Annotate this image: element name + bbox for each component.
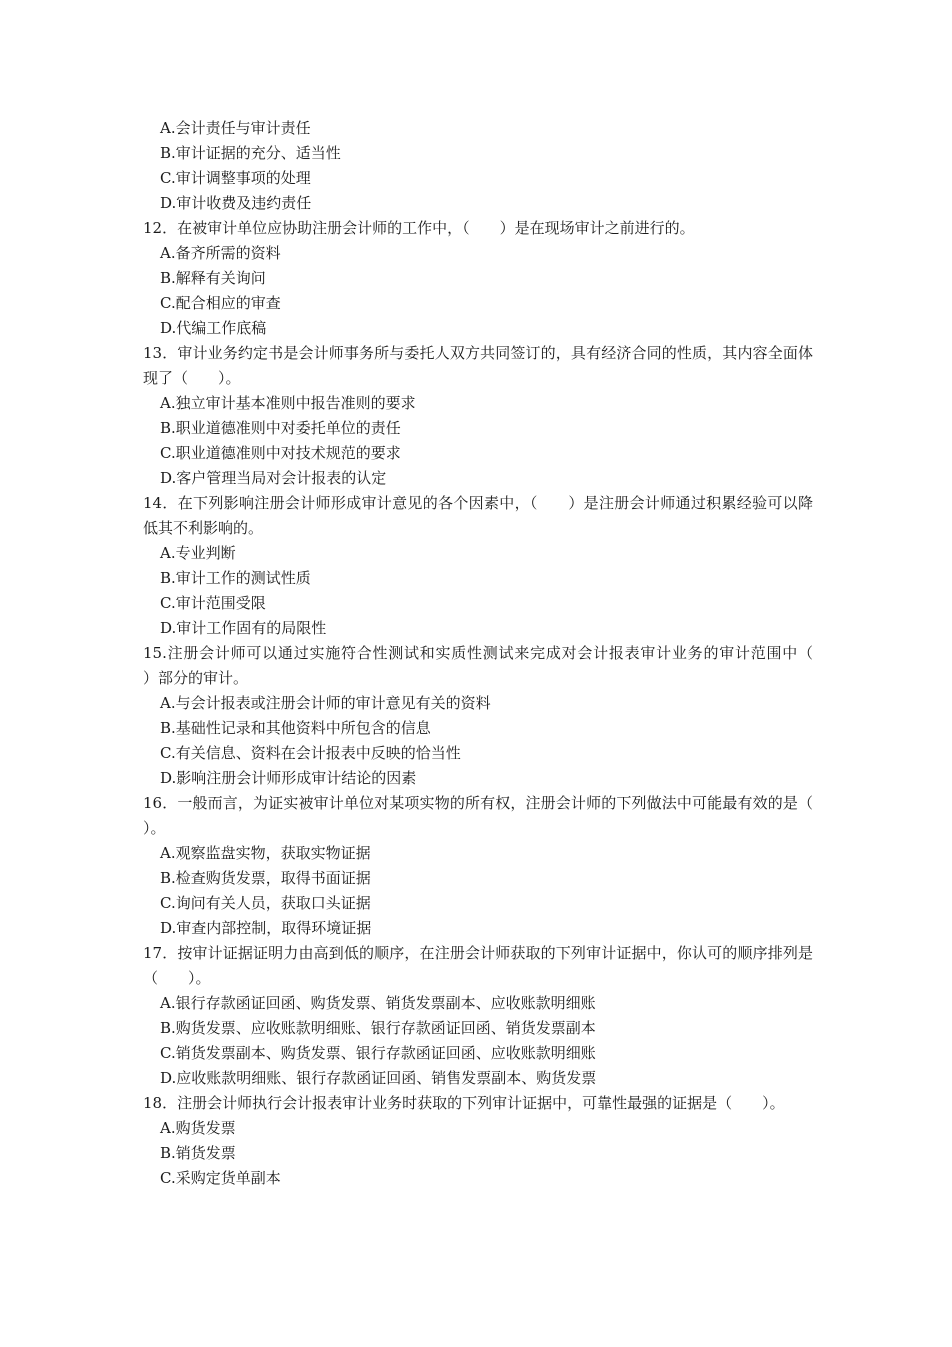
answer-option: B.审计工作的测试性质 <box>160 569 311 587</box>
question-text: 12．在被审计单位应协助注册会计师的工作中，（ ）是在现场审计之前进行的。 <box>143 219 695 237</box>
question-text: 14．在下列影响注册会计师形成审计意见的各个因素中，（ ）是注册会计师通过积累经验可以降低其不利影响的。 <box>143 494 813 537</box>
answer-option: B.检查购货发票，取得书面证据 <box>160 869 371 887</box>
answer-option: C.有关信息、资料在会计报表中反映的恰当性 <box>160 744 461 762</box>
answer-option: C.销货发票副本、购货发票、银行存款函证回函、应收账款明细账 <box>160 1044 596 1062</box>
answer-option: B.解释有关询问 <box>160 269 266 287</box>
answer-option: C.审计调整事项的处理 <box>160 169 311 187</box>
answer-option: B.审计证据的充分、适当性 <box>160 144 341 162</box>
answer-option: C.采购定货单副本 <box>160 1169 281 1187</box>
answer-option: A.专业判断 <box>160 544 236 562</box>
answer-option: A.独立审计基本准则中报告准则的要求 <box>160 394 416 412</box>
answer-option: A.会计责任与审计责任 <box>160 119 311 137</box>
answer-option: C.职业道德准则中对技术规范的要求 <box>160 444 401 462</box>
question-text: 13．审计业务约定书是会计师事务所与委托人双方共同签订的，具有经济合同的性质，其内容全面体现了（ ）。 <box>143 344 813 387</box>
answer-option: C.配合相应的审查 <box>160 294 281 312</box>
answer-option: B.基础性记录和其他资料中所包含的信息 <box>160 719 431 737</box>
answer-option: A.与会计报表或注册会计师的审计意见有关的资料 <box>160 694 491 712</box>
answer-option: D.审计收费及违约责任 <box>160 194 312 212</box>
question-text: 16．一般而言，为证实被审计单位对某项实物的所有权，注册会计师的下列做法中可能最有效的是（ ）。 <box>143 794 844 837</box>
answer-option: D.审查内部控制，取得环境证据 <box>160 919 372 937</box>
question-list <box>143 116 844 1191</box>
answer-option: B.购货发票、应收账款明细账、银行存款函证回函、销货发票副本 <box>160 1019 596 1037</box>
answer-option: D.代编工作底稿 <box>160 319 267 337</box>
answer-option: D.应收账款明细账、银行存款函证回函、销售发票副本、购货发票 <box>160 1069 597 1087</box>
answer-option: D.审计工作固有的局限性 <box>160 619 327 637</box>
answer-option: C.询问有关人员，获取口头证据 <box>160 894 371 912</box>
question-text: 18．注册会计师执行会计报表审计业务时获取的下列审计证据中，可靠性最强的证据是（ ）。 <box>143 1094 785 1112</box>
answer-option: A.银行存款函证回函、购货发票、销货发票副本、应收账款明细账 <box>160 994 596 1012</box>
answer-option: B.职业道德准则中对委托单位的责任 <box>160 419 401 437</box>
question-text: 17．按审计证据证明力由高到低的顺序，在注册会计师获取的下列审计证据中，你认可的顺序排列是（ ）。 <box>143 944 813 987</box>
answer-option: A.观察监盘实物，获取实物证据 <box>160 844 371 862</box>
answer-option: D.客户管理当局对会计报表的认定 <box>160 469 387 487</box>
answer-option: B.销货发票 <box>160 1144 236 1162</box>
answer-option: A.备齐所需的资料 <box>160 244 281 262</box>
answer-option: A.购货发票 <box>160 1119 236 1137</box>
answer-option: C.审计范围受限 <box>160 594 266 612</box>
answer-option: D.影响注册会计师形成审计结论的因素 <box>160 769 417 787</box>
question-text: 15.注册会计师可以通过实施符合性测试和实质性测试来完成对会计报表审计业务的审计范围中（ ）部分的审计。 <box>143 644 844 687</box>
